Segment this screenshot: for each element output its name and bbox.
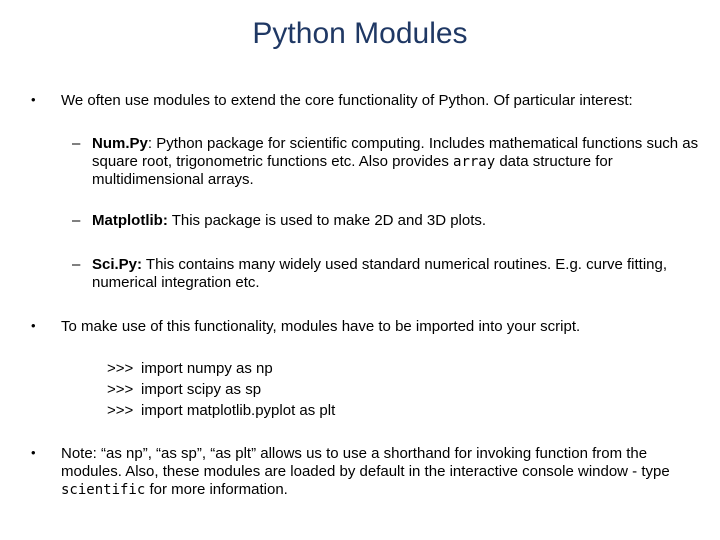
code-prompt: >>>: [107, 402, 134, 419]
subbullet-term: Matplotlib:: [92, 212, 168, 229]
subbullet-text: This package is used to make 2D and 3D plots.: [167, 212, 487, 229]
bullet-marker: •: [31, 445, 36, 460]
subbullet-scipy: [92, 256, 692, 292]
dash-marker: –: [72, 256, 81, 273]
code-text: import matplotlib.pyplot as plt: [141, 402, 336, 419]
code-block: [107, 358, 335, 421]
subbullet-text: data structure for multidimensional arrays.: [92, 153, 613, 188]
code-prompt: >>>: [107, 381, 134, 398]
subbullet-term: Num.Py: [92, 135, 148, 152]
code-prompt: >>>: [107, 360, 134, 377]
subbullet-matplotlib: [92, 212, 704, 230]
bullet-marker: •: [31, 318, 36, 333]
subbullet-numpy: [92, 135, 704, 189]
dash-marker: –: [72, 135, 81, 152]
code-line: [107, 379, 335, 400]
inline-code: scientific: [61, 482, 146, 498]
subbullet-term: Sci.Py:: [92, 256, 143, 273]
subbullet-text: : Python package for scientific computing. Includes mathematical functions such as square root, trigonometric functions etc. Also provides: [92, 135, 699, 170]
code-line: [107, 358, 335, 379]
bullet-marker: •: [31, 92, 36, 107]
note-text: for more information.: [145, 481, 288, 498]
bullet-text: We often use modules to extend the core functionality of Python. Of particular interest:: [61, 92, 633, 109]
code-text: import numpy as np: [141, 360, 273, 377]
slide-title: Python Modules: [252, 17, 468, 50]
dash-marker: –: [72, 212, 81, 229]
inline-code: array: [453, 154, 496, 170]
code-text: import scipy as sp: [141, 381, 262, 398]
bullet-text: To make use of this functionality, modules have to be imported into your script.: [61, 318, 581, 335]
subbullet-text: This contains many widely used standard numerical routines. E.g. curve fitting, numerical integration etc.: [92, 256, 668, 291]
code-line: [107, 400, 335, 421]
bullet-text: [61, 445, 711, 499]
note-text: Note: “as np”, “as sp”, “as plt” allows us to use a shorthand for invoking function from the modules. Also, these modules are loaded by default in the interactive console window - type: [61, 445, 670, 480]
